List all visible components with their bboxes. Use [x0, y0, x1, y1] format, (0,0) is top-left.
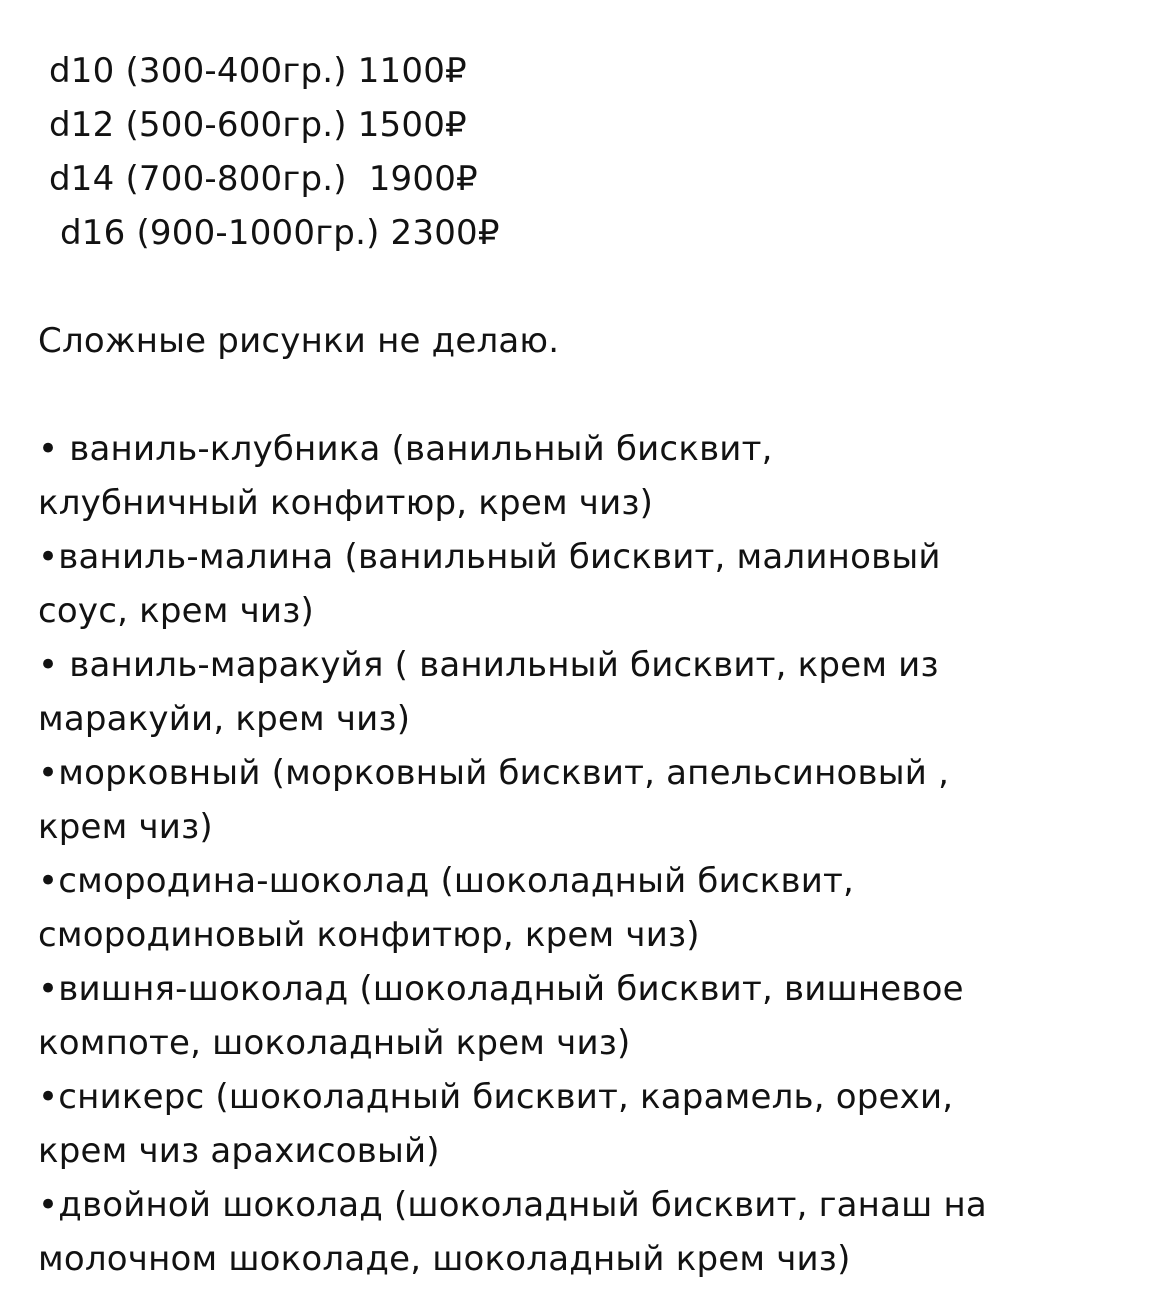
price-line-d14: d14 (700-800гр.) 1900₽ — [38, 159, 478, 199]
flavor-line: компоте, шоколадный крем чиз) — [38, 1023, 631, 1063]
flavor-line: • ваниль-маракуйя ( ванильный бисквит, крем из — [38, 645, 939, 685]
flavor-line: соус, крем чиз) — [38, 591, 314, 631]
flavor-line: маракуйи, крем чиз) — [38, 699, 411, 739]
note-line: Сложные рисунки не делаю. — [38, 321, 560, 361]
flavor-line: •двойной шоколад (шоколадный бисквит, ганаш на — [38, 1185, 987, 1225]
flavor-line: • ваниль-клубника (ванильный бисквит, — [38, 429, 773, 469]
flavor-line: •ваниль-малина (ванильный бисквит, малиновый — [38, 537, 941, 577]
flavor-line: •сникерс (шоколадный бисквит, карамель, орехи, — [38, 1077, 954, 1117]
document-body — [38, 44, 1148, 1286]
flavor-line: •вишня-шоколад (шоколадный бисквит, вишневое — [38, 969, 964, 1009]
spacer — [38, 368, 1148, 422]
price-line-d10: d10 (300-400гр.) 1100₽ — [38, 51, 467, 91]
flavor-line: клубничный конфитюр, крем чиз) — [38, 483, 654, 523]
price-line-d16: d16 (900-1000гр.) 2300₽ — [38, 213, 500, 253]
price-line-d12: d12 (500-600гр.) 1500₽ — [38, 105, 467, 145]
flavor-line: крем чиз) — [38, 807, 213, 847]
flavor-line: смородиновый конфитюр, крем чиз) — [38, 915, 700, 955]
flavor-line: молочном шоколаде, шоколадный крем чиз) — [38, 1239, 851, 1279]
spacer — [38, 260, 1148, 314]
flavor-line: •смородина-шоколад (шоколадный бисквит, — [38, 861, 855, 901]
flavor-line: •морковный (морковный бисквит, апельсиновый , — [38, 753, 950, 793]
flavor-line: крем чиз арахисовый) — [38, 1131, 440, 1171]
